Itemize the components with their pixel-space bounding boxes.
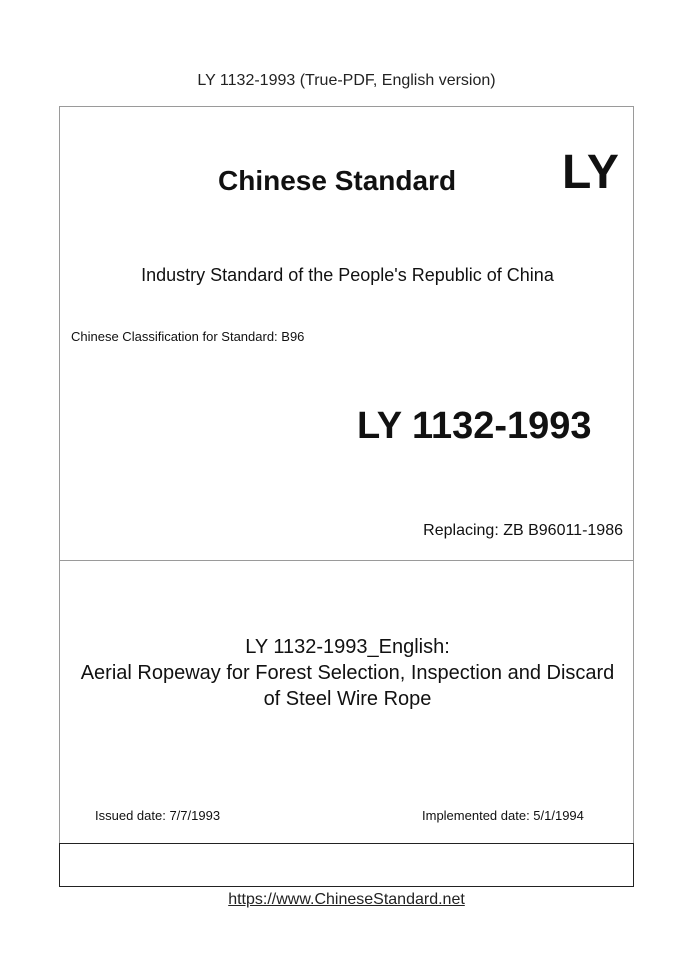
document-title-line: Aerial Ropeway for Forest Selection, Inspection and Discard [80,662,615,684]
footer [0,891,693,909]
document-title-line: LY 1132-1993_English: [245,636,450,658]
replacing-line: Replacing: ZB B96011-1986 [423,522,623,539]
cover-title-section [59,560,634,844]
implemented-date: Implemented date: 5/1/1994 [422,808,584,823]
standard-number: LY 1132-1993 [357,405,592,447]
cover-top-section [59,106,634,561]
classification-line: Chinese Classification for Standard: B96 [71,329,305,344]
issued-date: Issued date: 7/7/1993 [95,808,221,823]
standard-code-mark: LY [562,146,619,199]
page-header-title: LY 1132-1993 (True-PDF, English version) [197,72,496,89]
industry-standard-line: Industry Standard of the People's Republic of China [141,265,554,285]
website-link[interactable]: https://www.ChineseStandard.net [228,891,465,908]
cover-frame [59,106,634,885]
cover-bottom-box [59,843,634,887]
document-title [60,634,635,712]
cover-heading: Chinese Standard [218,165,457,196]
document-title-line: of Steel Wire Rope [263,688,432,710]
